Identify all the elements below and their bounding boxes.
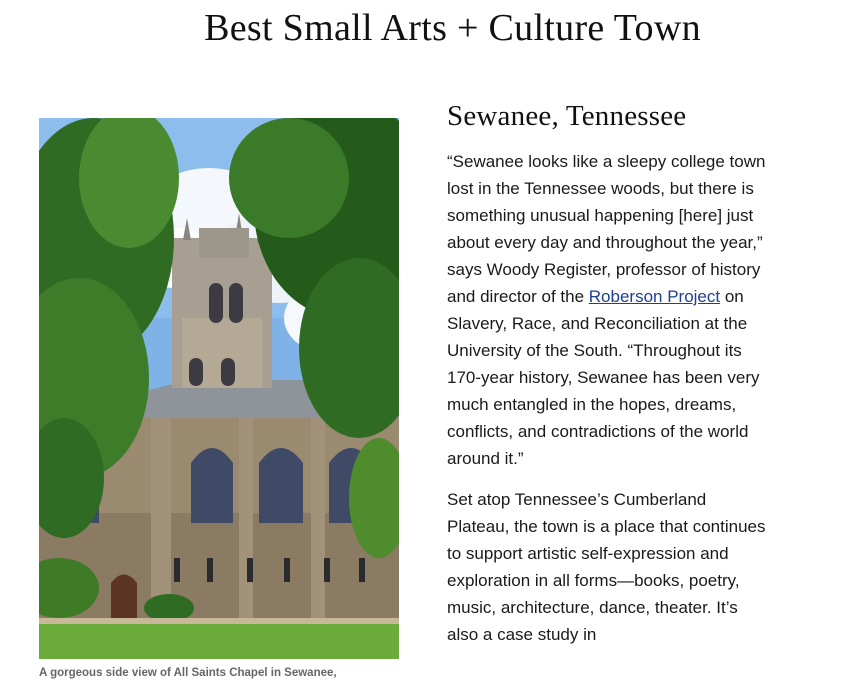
chapel-photo-figure xyxy=(39,118,399,659)
roberson-project-link[interactable]: Roberson Project xyxy=(588,287,721,306)
paragraph-1-text-before: “Sewanee looks like a sleepy college town lost in the Tennessee woods, but there is something unusual happening [here] just about every day and throughout the year,” says Woody Register, professor of history and director of the xyxy=(447,152,766,306)
photo-caption: A gorgeous side view of All Saints Chapel in Sewanee, xyxy=(39,667,337,679)
paragraph-2: Set atop Tennessee’s Cumberland Plateau, the town is a place that continues to support artistic self-expression and exploration in all forms—books, poetry, music, architecture, dance, theater. It’s also a case study in xyxy=(447,490,766,644)
town-heading: Sewanee, Tennessee xyxy=(447,100,687,132)
paragraph-1-text-after: on Slavery, Race, and Reconciliation at the University of the South. “Throughout its 170-year history, Sewanee has been very much entangled in the hopes, dreams, conflicts, and contradictions of the world around it.” xyxy=(447,287,760,468)
page-title: Best Small Arts + Culture Town xyxy=(204,7,701,49)
chapel-photo xyxy=(39,118,399,659)
paragraph-1 xyxy=(447,148,767,472)
article-body xyxy=(447,96,767,662)
